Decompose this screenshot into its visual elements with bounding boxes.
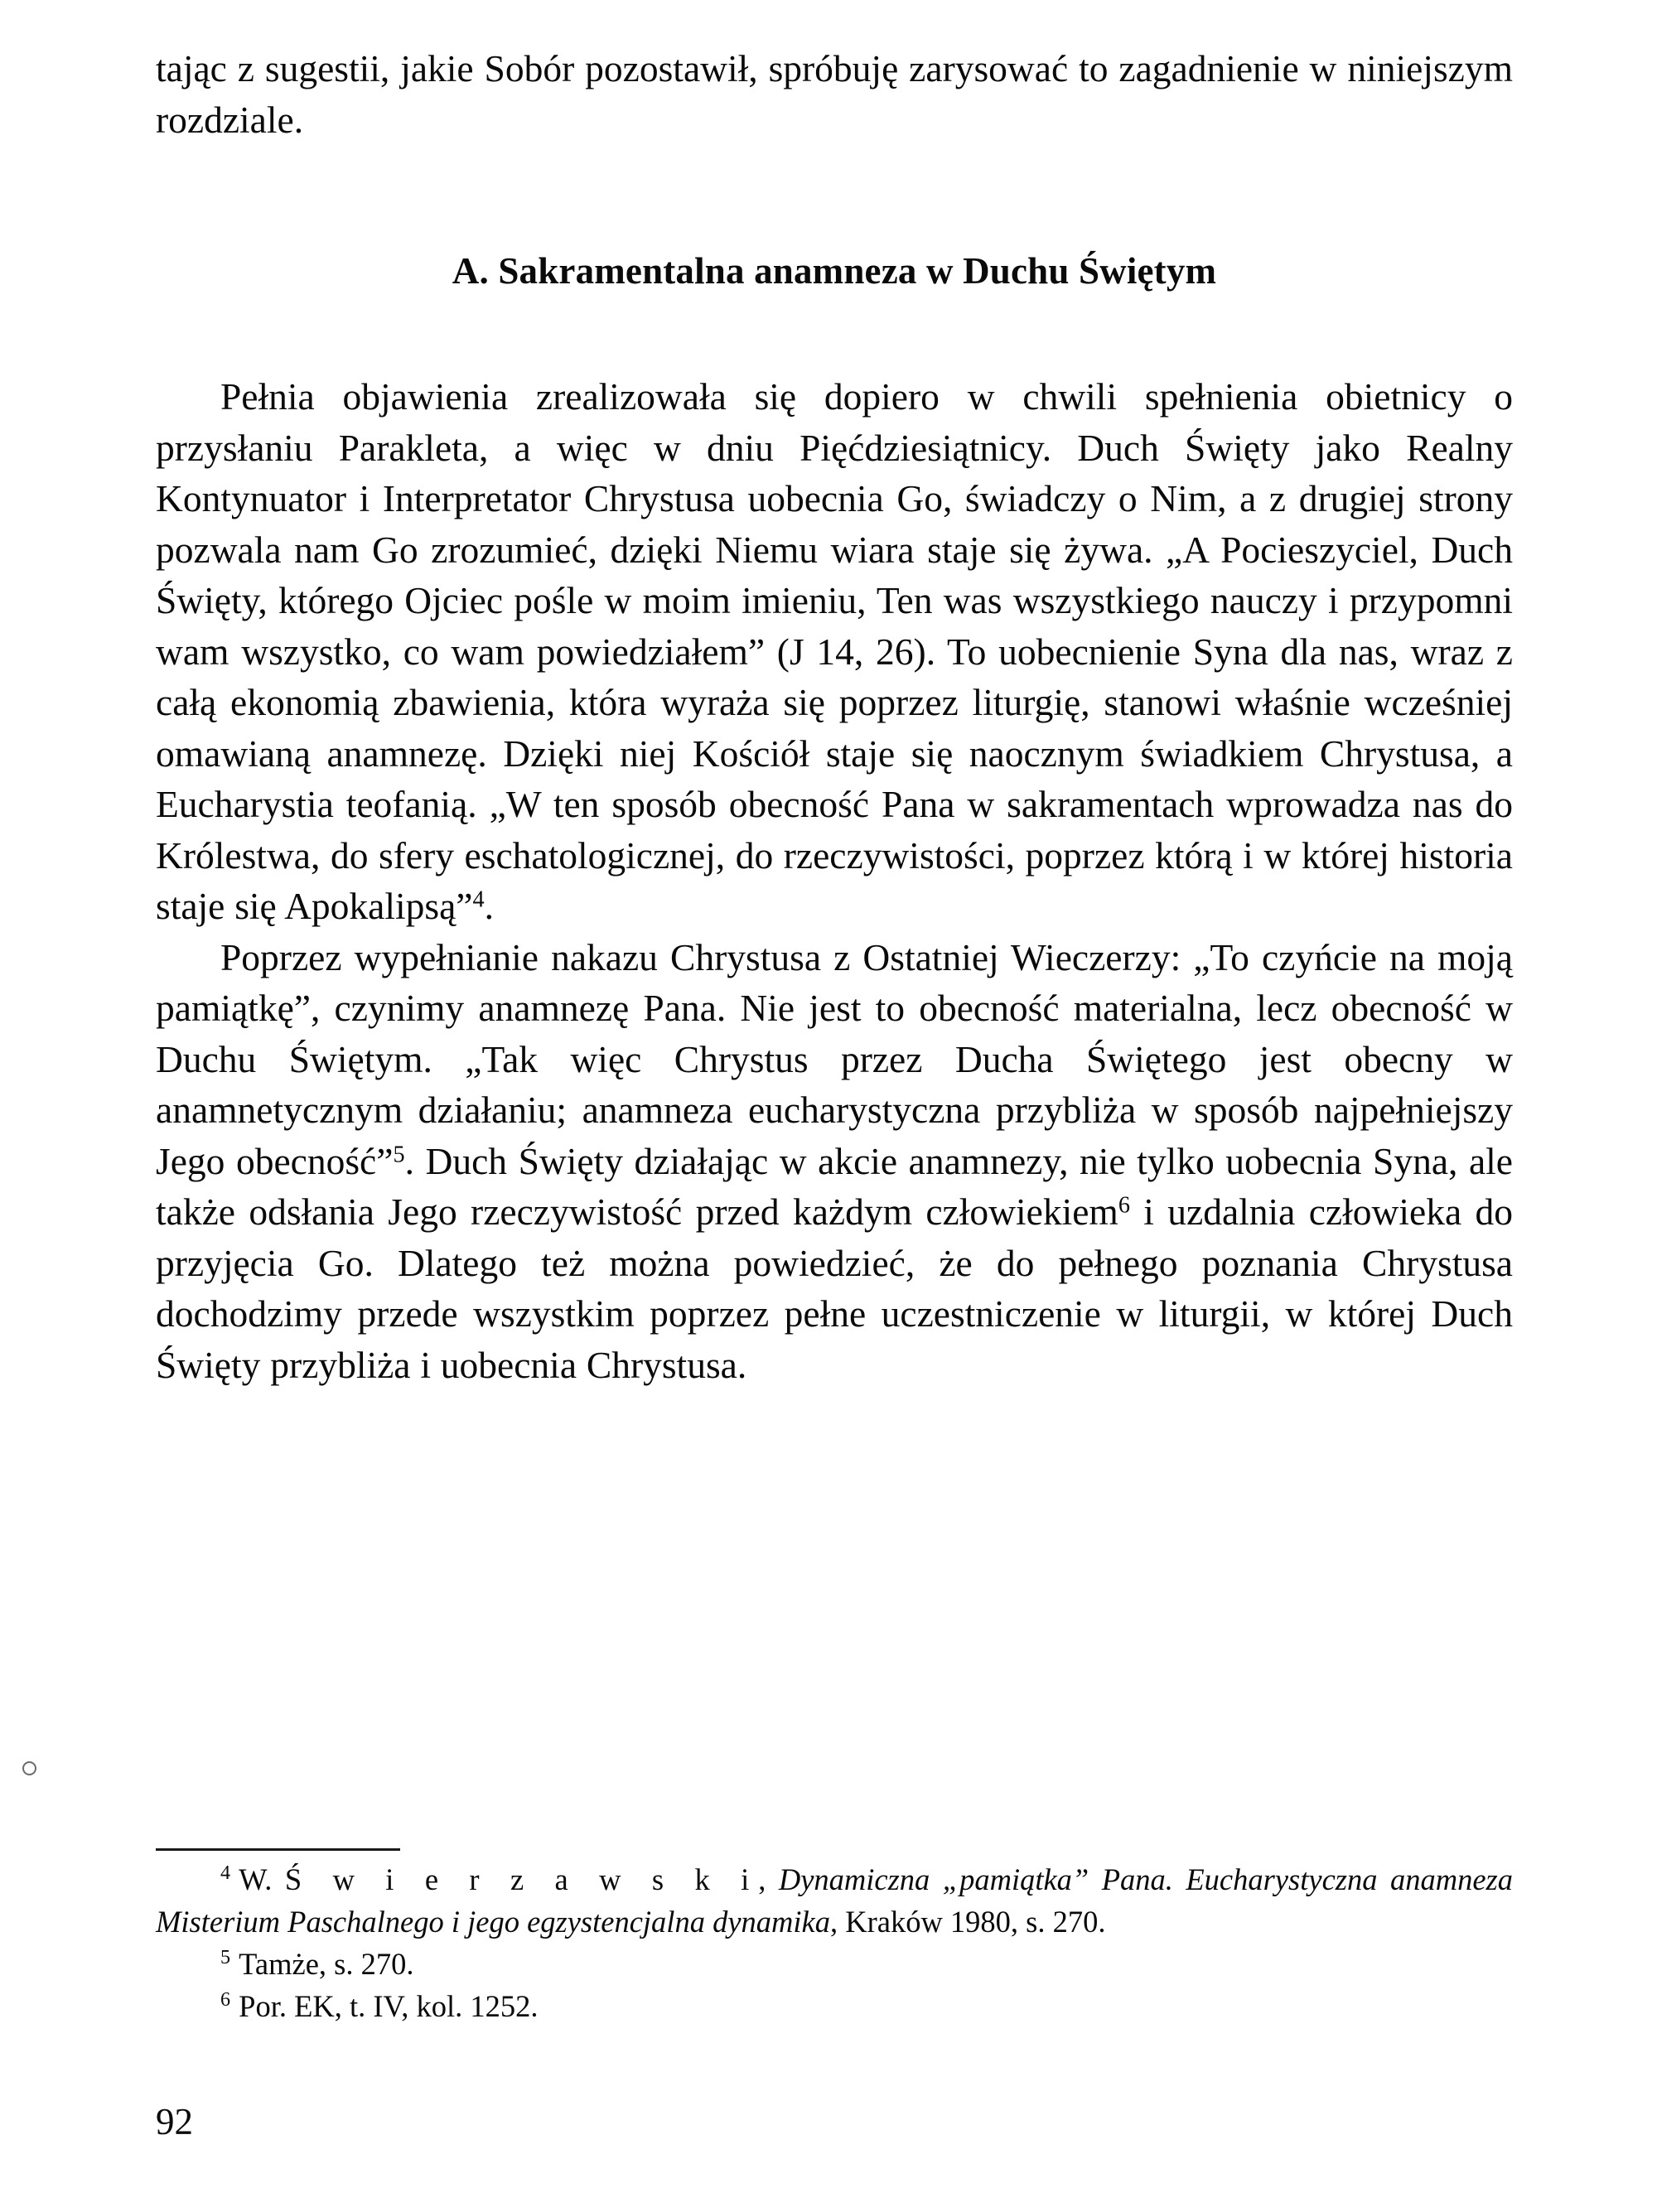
footnote-4-separator: ,	[758, 1862, 779, 1896]
footnote-block	[156, 1858, 1513, 2027]
footnote-6	[156, 1985, 1513, 2027]
footnote-4-publication: , Kraków 1980, s. 270.	[829, 1905, 1106, 1939]
footnote-4-number: 4	[220, 1862, 231, 1884]
paragraph-1-text-part2: .	[484, 885, 494, 927]
paragraph-2-text-part3: i uzdalnia człowieka do przyjęcia Go. Dlatego też można powiedzieć, że do pełnego poznania Chrystusa dochodzimy przede wszystkim poprzez pełne uczestniczenie w liturgii, w której Duch Święty przybliża i uobecnia Chrystusa.	[156, 1191, 1513, 1386]
footnote-4-author-initial: W.	[239, 1862, 285, 1896]
footnote-ref-4[interactable]: 4	[472, 886, 485, 913]
footnote-4-author-surname: Ś w i e r z a w s k i	[284, 1862, 759, 1896]
footnote-ref-6[interactable]: 6	[1118, 1192, 1130, 1219]
paragraph-2-text-part2: . Duch Święty działając w akcie anamnezy, nie tylko uobecnia Syna, ale także odsłania Jego rzeczywistość przed każdym człowiekiem	[156, 1139, 1513, 1233]
footnote-ref-5[interactable]: 5	[393, 1141, 405, 1167]
paragraph-2-text-part1: Poprzez wypełnianie nakazu Chrystusa z Ostatniej Wieczerzy: „To czyńcie na moją pamiątkę”, czynimy anamnezę Pana. Nie jest to obecność materialna, lecz obecność w Duchu Świętym. „Tak więc Chrystus przez Ducha Świętego jest obecny w anamnetycznym działaniu; anamneza eucharystyczna przybliża w sposób najpełniejszy Jego obecność”	[156, 935, 1513, 1182]
paragraph-continued: tając z sugestii, jakie Sobór pozostawił, spróbuję zarysować to zagadnienie w niniejszym rozdziale.	[156, 47, 1513, 141]
scan-artifact-mark	[22, 1761, 36, 1775]
footnote-5-number: 5	[220, 1946, 231, 1968]
paragraph-1	[156, 371, 1513, 932]
footnote-6-number: 6	[220, 1988, 231, 2011]
footnote-5-text: Tamże, s. 270.	[239, 1947, 414, 1981]
footnote-separator-rule	[156, 1848, 400, 1851]
paragraph-2	[156, 932, 1513, 1391]
heading-spacer-above	[156, 145, 1513, 249]
footnote-5	[156, 1943, 1513, 1985]
footnote-6-text: Por. EK, t. IV, kol. 1252.	[239, 1989, 539, 2023]
paragraph-1-text-part1: Pełnia objawienia zrealizowała się dopiero w chwili spełnienia obietnicy o przysłaniu Parakleta, a więc w dniu Pięćdziesiątnicy. Duch Święty jako Realny Kontynuator i Interpretator Chrystusa uobecnia Go, świadczy o Nim, a z drugiej strony pozwala nam Go zrozumieć, dzięki Niemu wiara staje się żywa. „A Pocieszyciel, Duch Święty, którego Ojciec pośle w moim imieniu, Ten was wszystkiego nauczy i przypomni wam wszystko, co wam powiedziałem” (J 14, 26). To uobecnienie Syna dla nas, wraz z całą ekonomią zbawienia, która wyraża się poprzez liturgię, stanowi właśnie wcześniej omawianą anamnezę. Dzięki niej Kościół staje się naocznym świadkiem Chrystusa, a Eucharystia teofanią. „W ten sposób obecność Pana w sakramentach wprowadza nas do Królestwa, do sfery eschatologicznej, do rzeczywistości, poprzez którą i w której historia staje się Apokalipsą”	[156, 375, 1513, 927]
section-heading: A. Sakramentalna anamneza w Duchu Świętym	[452, 250, 1217, 292]
footnote-4-title: Dynamiczna „pamiątka” Pana. Eucharystyczna anamneza Misterium Paschalnego i jego egzystencjalna dynamika	[156, 1862, 1513, 1939]
footnote-4	[156, 1858, 1513, 1943]
text-column	[156, 43, 1513, 1390]
page-number: 92	[156, 2101, 193, 2142]
heading-spacer-below	[156, 292, 1513, 371]
